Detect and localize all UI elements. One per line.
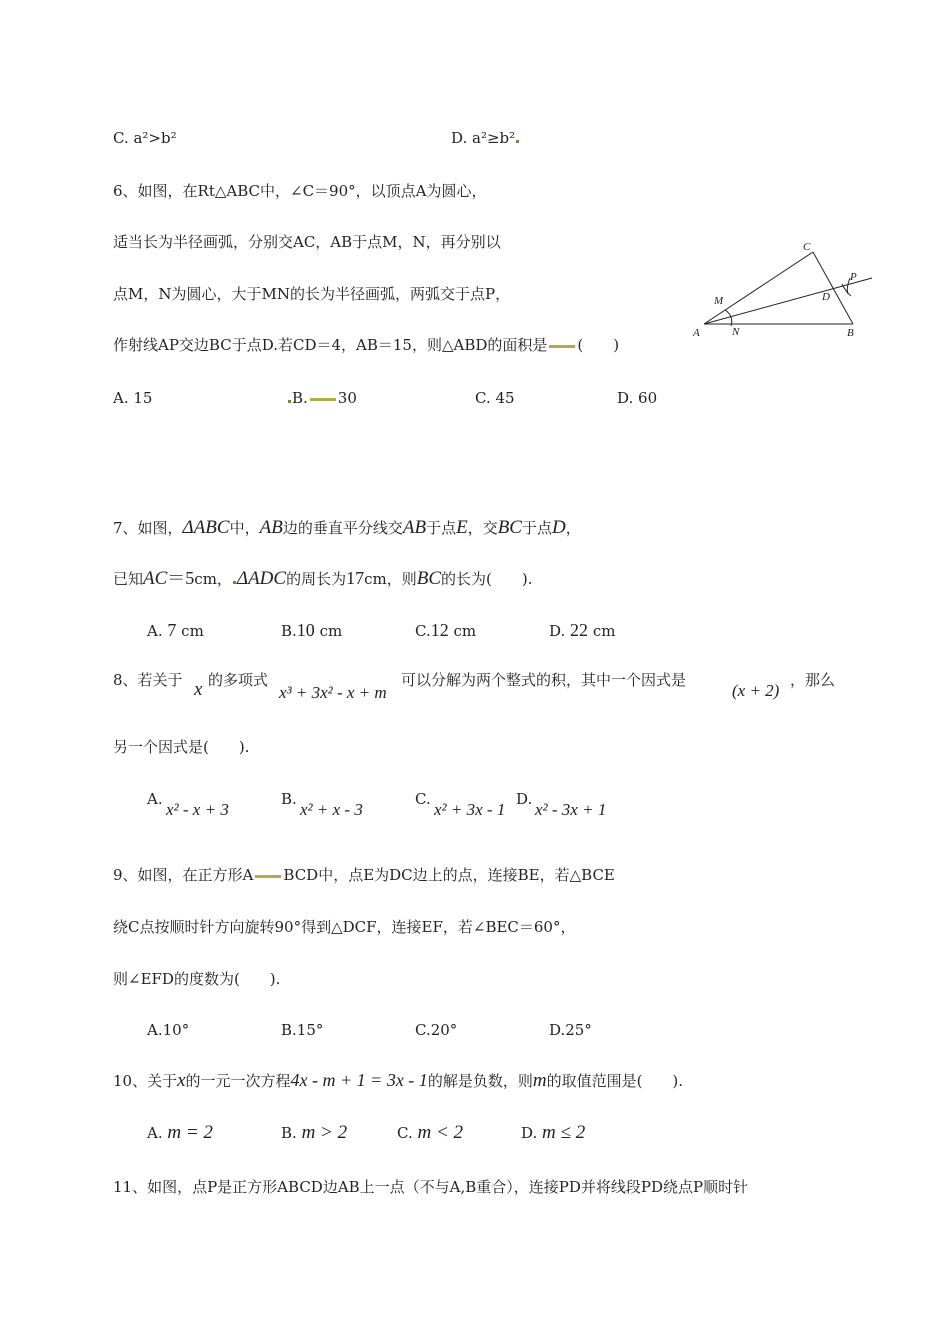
q5-option-d [451, 128, 520, 148]
q7-text: 于点 [521, 519, 552, 537]
q10-option-d [521, 1123, 585, 1143]
q10-text: 的解是负数，则 [427, 1072, 533, 1090]
q7-triangle: ΔADC [236, 568, 287, 589]
q7-text: cm，则 [364, 570, 417, 588]
q6-answer-paren: ( ) [577, 336, 620, 354]
q7-option-a [147, 620, 204, 641]
q8-text-b: 的多项式 [208, 671, 269, 689]
q7-segment: AB [402, 517, 427, 538]
label-p: P [850, 271, 857, 283]
q8-text-d: ，那么 [790, 671, 836, 689]
q9-option-c: C.20° [415, 1021, 458, 1039]
q7-text: 7、如图， [113, 519, 183, 537]
option-value: m < 2 [417, 1122, 464, 1143]
q7-text: ， [565, 519, 581, 537]
q10-equation: 4x - m + 1 = 3x - 1 [290, 1070, 428, 1090]
q6-line2: 适当长为半径画弧，分别交AC，AB于点M，N，再分别以 [113, 233, 501, 251]
highlight-mark [255, 875, 281, 878]
option-value: 12 [430, 620, 449, 640]
q5-option-c: C. a²>b² [113, 129, 177, 147]
q7-value: 17 [346, 568, 365, 588]
q7-unit: cm， [194, 570, 232, 588]
option-label: C. [415, 622, 431, 640]
highlight-mark [288, 400, 291, 403]
q9-text: BCD中，点E为DC边上的点，连接BE，若△BCE [283, 866, 615, 884]
q7-text: 边的垂直平分线交 [282, 519, 403, 537]
highlight-mark [233, 581, 236, 584]
label-a: A [693, 327, 700, 339]
q7-line2 [113, 568, 532, 589]
option-label: A. [147, 622, 163, 640]
q8-option-c-label: C. [415, 790, 431, 808]
q9-line1 [113, 865, 615, 885]
option-label: A. [147, 1124, 163, 1142]
q10-line [113, 1070, 683, 1091]
q7-text: 中， [229, 519, 260, 537]
option-label: D. [549, 622, 566, 640]
q7-segment: BC [416, 568, 441, 589]
q6-option-b-value: 30 [337, 389, 357, 407]
q8-option-b-label: B. [281, 790, 297, 808]
label-n: N [732, 326, 740, 338]
q5-option-d-text: D. a²≥b² [451, 129, 516, 147]
q8-var-x: x [194, 679, 203, 700]
q7-value: ＝5 [167, 568, 195, 588]
q7-text: 已知 [113, 570, 144, 588]
q6-line3: 点M，N为圆心，大于MN的长为半径画弧，两弧交于点P， [113, 285, 511, 303]
label-m: M [714, 295, 724, 307]
q10-var: m [532, 1070, 547, 1091]
q7-text: ，交 [467, 519, 498, 537]
highlight-mark [310, 398, 336, 401]
q7-text: 的周长为 [286, 570, 347, 588]
q9-option-d: D.25° [549, 1021, 592, 1039]
option-value: 10 [296, 620, 315, 640]
q7-text: 的长为( ). [441, 570, 533, 588]
q7-point: D [552, 517, 566, 538]
q7-segment: BC [497, 517, 522, 538]
q10-text: 10、关于 [113, 1072, 178, 1090]
option-value: m ≤ 2 [542, 1122, 586, 1143]
label-d: D [822, 291, 830, 303]
option-label: D. [521, 1124, 538, 1142]
q10-option-b [281, 1123, 347, 1143]
q6-option-a: A. 15 [113, 389, 153, 407]
option-value: m = 2 [167, 1122, 213, 1143]
q7-option-b [281, 620, 342, 641]
option-value: 22 [570, 620, 589, 640]
q6-line4-text: 作射线AP交边BC于点D.若CD＝4，AB＝15，则△ABD的面积是 [113, 336, 548, 354]
q8-line2: 另一个因式是( ). [113, 738, 250, 756]
q9-line3: 则∠EFD的度数为( ). [113, 970, 281, 988]
q7-option-c [415, 620, 476, 641]
q6-option-c: C. 45 [475, 389, 515, 407]
q9-option-a: A.10° [147, 1021, 190, 1039]
q9-line2: 绕C点按顺时针方向旋转90°得到△DCF，连接EF，若∠BEC＝60°， [113, 918, 576, 936]
option-label: B. [281, 1124, 297, 1142]
q8-text-c: 可以分解为两个整式的积，其中一个因式是 [401, 671, 687, 689]
q8-polynomial: x³ + 3x² - x + m [279, 683, 387, 702]
q7-triangle: ΔABC [182, 517, 230, 538]
q8-text-a: 8、若关于 [113, 671, 183, 689]
q7-segment: AC [143, 568, 168, 589]
q6-option-b [287, 388, 357, 408]
q7-option-d [549, 620, 615, 641]
q7-line1 [113, 518, 581, 538]
option-unit: cm [319, 622, 343, 640]
q6-line1: 6、如图，在Rt△ABC中，∠C＝90°，以顶点A为圆心， [113, 182, 487, 200]
q10-var: x [177, 1070, 186, 1091]
q7-text: 于点 [426, 519, 457, 537]
q8-option-a-label: A. [147, 790, 163, 808]
q8-option-b-value: x² + x - 3 [300, 800, 363, 819]
highlight-mark [549, 345, 575, 348]
option-unit: cm [592, 622, 616, 640]
triangle-figure [690, 238, 880, 346]
label-c: C [803, 241, 811, 253]
q10-option-c [397, 1123, 463, 1143]
q8-option-d-value: x² - 3x + 1 [535, 800, 607, 819]
q8-factor: (x + 2) [732, 681, 780, 700]
q6-line4 [113, 335, 619, 355]
option-label: C. [397, 1124, 413, 1142]
option-value: m > 2 [301, 1122, 348, 1143]
q10-text: 的一元一次方程 [185, 1072, 291, 1090]
q11-line1: 11、如图，点P是正方形ABCD边AB上一点（不与A,B重合），连接PD并将线段PD绕点P顺时针 [113, 1178, 749, 1196]
q8-option-d-label: D. [516, 790, 533, 808]
q9-option-b: B.15° [281, 1021, 324, 1039]
option-unit: cm [181, 622, 204, 640]
q8-option-a-value: x² - x + 3 [166, 800, 229, 819]
highlight-mark [516, 140, 519, 143]
q10-option-a [147, 1123, 213, 1143]
q7-point: E [456, 517, 468, 538]
q6-option-d: D. 60 [617, 389, 658, 407]
q10-text: 的取值范围是( ). [546, 1072, 684, 1090]
q9-text: 9、如图，在正方形A [113, 866, 254, 884]
option-label: B. [281, 622, 297, 640]
option-unit: cm [453, 622, 477, 640]
label-b: B [847, 327, 854, 339]
q8-option-c-value: x² + 3x - 1 [434, 800, 506, 819]
q6-option-b-label: B. [292, 389, 308, 407]
option-value: 7 [167, 620, 177, 640]
q7-segment: AB [259, 517, 283, 538]
